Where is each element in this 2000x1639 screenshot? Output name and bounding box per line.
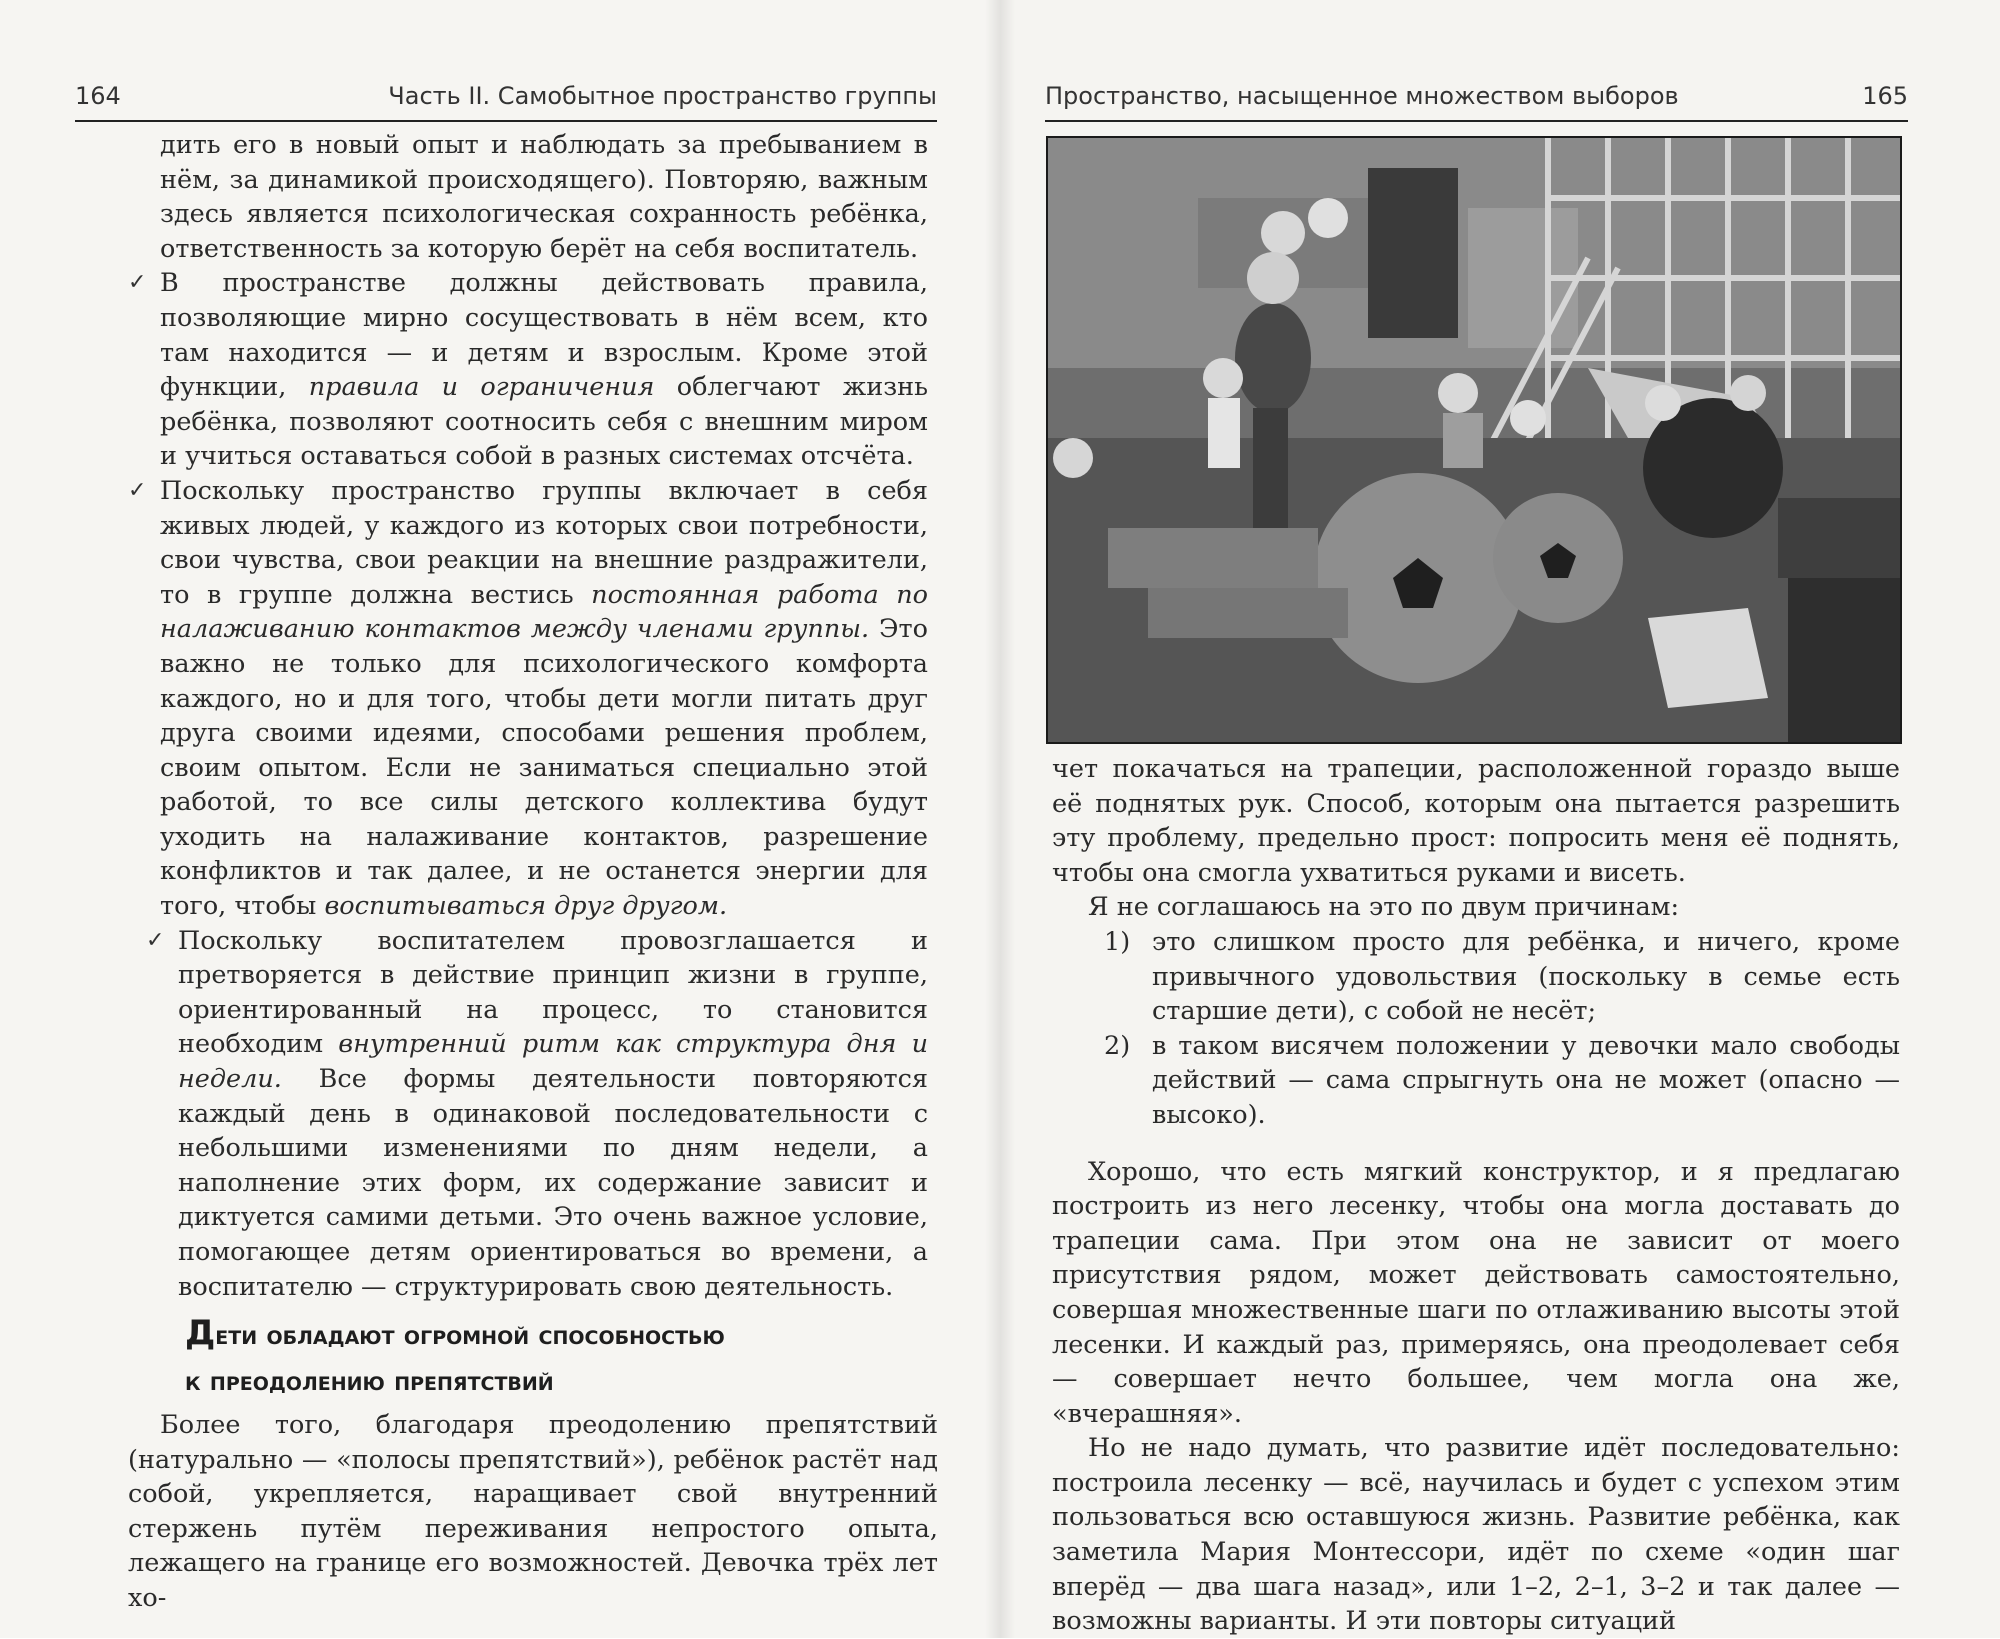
bullet-contacts-emphasis-1: постоянная работа по налаживанию контактов между членами группы. [160,579,928,645]
bullet-rules [128,266,928,474]
left-after-heading-text [128,1408,938,1616]
bullet-rhythm-text-b: Все формы деятельности повторяются каждый день в одинаковой последовательности с небольшими изменениями по дням недели, а наполнение этих форм, их содержание зависит и диктуется самими детьми. Это очень важное условие, помогающее детям ориентироваться во времени, а воспитателю — структурировать свою деятельность. [178,1064,928,1302]
checkmark-icon: ✓ [128,270,147,296]
bullet-contacts-text-b: Это важно не только для психологического комфорта каждого, но и для того, чтобы дети могли питать друг друга своими идеями, способами решения проблем, своим опытом. Если не заниматься специально этой работой, то все силы детского коллектива будут уходить на налаживание контактов, разрешение конфликтов и так далее, и не останется энергии для того, чтобы [160,614,929,922]
page-number-left: 164 [75,82,121,110]
constructor-paragraph: Хорошо, что есть мягкий конструктор, и я предлагаю построить из него лесенку, чтобы она могла доставать до трапеции сама. При этом она не зависит от моего присутствия рядом, может действовать самостоятельно, совершая множественные шаги по отлаживанию высоты этой лесенки. И каждый раз, примеряясь, она преодолевает себя — совершает нечто большее, чем могла она же, «вчерашняя». [1052,1156,1900,1429]
right-running-head [1045,82,1908,122]
heading-line-1-text: ети обладают огромной способностью [215,1320,725,1351]
development-paragraph: Но не надо думать, что развитие идёт последовательно: построила лесенку — всё, научилась и будет с успехом этим пользоваться всю оставшуюся жизнь. Развитие ребёнка, как заметила Мария Монтессори, идёт по схеме «один шаг вперёд — два шага назад», или 1–2, 2–1, 3–2 и так далее — возможны варианты. И эти повторы ситуаций [1052,1433,1900,1637]
left-body-text [128,128,928,1304]
section-heading-line-1 [185,1310,945,1359]
left-page [0,0,1000,1638]
checkmark-icon: ✓ [146,927,165,953]
running-head-title-left: Часть II. Самобытное пространство группы [388,82,937,110]
bullet-rhythm-text-a: Поскольку воспитателем провозглашается и претворяется в действие принцип жизни в группе, ориентированный на процесс, то становится необходим [178,925,928,1060]
playroom-photo-illustration [1048,138,1900,742]
paragraph-spacer [1052,1133,1900,1155]
checkmark-icon: ✓ [128,477,147,503]
running-head-title-right: Пространство, насыщенное множеством выборов [1045,82,1679,110]
bullet-contacts [128,474,928,924]
bullet-rules-text-a: В пространстве должны действовать правила, позволяющие мирно сосуществовать в нём всем, кто там находится — и детям и взрослым. Кроме этой функции, [160,268,928,403]
playroom-photo [1046,136,1902,744]
section-heading [185,1310,945,1405]
reason-text-2: в таком висячем положении у девочки мало свободы действий — сама спрыгнуть она не может (опасно — высоко). [1152,1030,1900,1130]
reasons-intro: Я не соглашаюсь на это по двум причинам: [1088,892,1680,923]
section-heading-line-2: к преодолению препятствий [185,1366,554,1397]
right-body-text [1052,752,1900,1639]
bullet-rhythm [146,924,928,1305]
heading-initial: Д [185,1313,216,1353]
left-running-head [75,82,937,122]
reason-item-2 [1052,1029,1900,1133]
reason-number-2: 2) [1104,1030,1131,1061]
bullet-contacts-emphasis-2: воспитываться друг другом. [324,891,728,922]
trapeze-paragraph: чет покачаться на трапеции, расположенной гораздо выше её поднятых рук. Способ, которым она пытается разрешить эту проблему, предельно прост: попросить меня её поднять, чтобы она смогла ухватиться руками и висеть. [1052,754,1900,888]
obstacles-paragraph: Более того, благодаря преодолению препятствий (натурально — «полосы препятствий»), ребёнок растёт над собой, укрепляется, наращивает свой внутренний стержень путём переживания непростого опыта, лежащего на границе его возможностей. Девочка трёх лет хо- [128,1410,938,1613]
book-gutter [985,0,1015,1638]
reason-item-1 [1052,925,1900,1029]
bullet-contacts-text-a: Поскольку пространство группы включает в себя живых людей, у каждого из которых свои потребности, свои чувства, свои реакции на внешние раздражители, то в группе должна вестись [160,475,928,610]
bullet-rhythm-emphasis: внутренний ритм как структура дня и недели. [178,1029,928,1095]
reason-text-1: это слишком просто для ребёнка, и ничего, кроме привычного удовольствия (поскольку в семье есть старшие дети), с собой не несёт; [1152,926,1900,1027]
reason-number-1: 1) [1104,926,1131,957]
bullet-rules-text-b: облегчают жизнь ребёнка, позволяют соотносить себя с внешним миром и учиться оставаться собой в разных системах отсчёта. [160,372,928,472]
page-number-right: 165 [1862,82,1908,110]
continuation-paragraph: дить его в новый опыт и наблюдать за пребыванием в нём, за динамикой происходящего). Повторяю, важным здесь является психологическая сохранность ребёнка, ответственность за которую берёт на себя воспитатель. [160,130,928,264]
bullet-rules-emphasis: правила и ограничения [308,372,655,403]
